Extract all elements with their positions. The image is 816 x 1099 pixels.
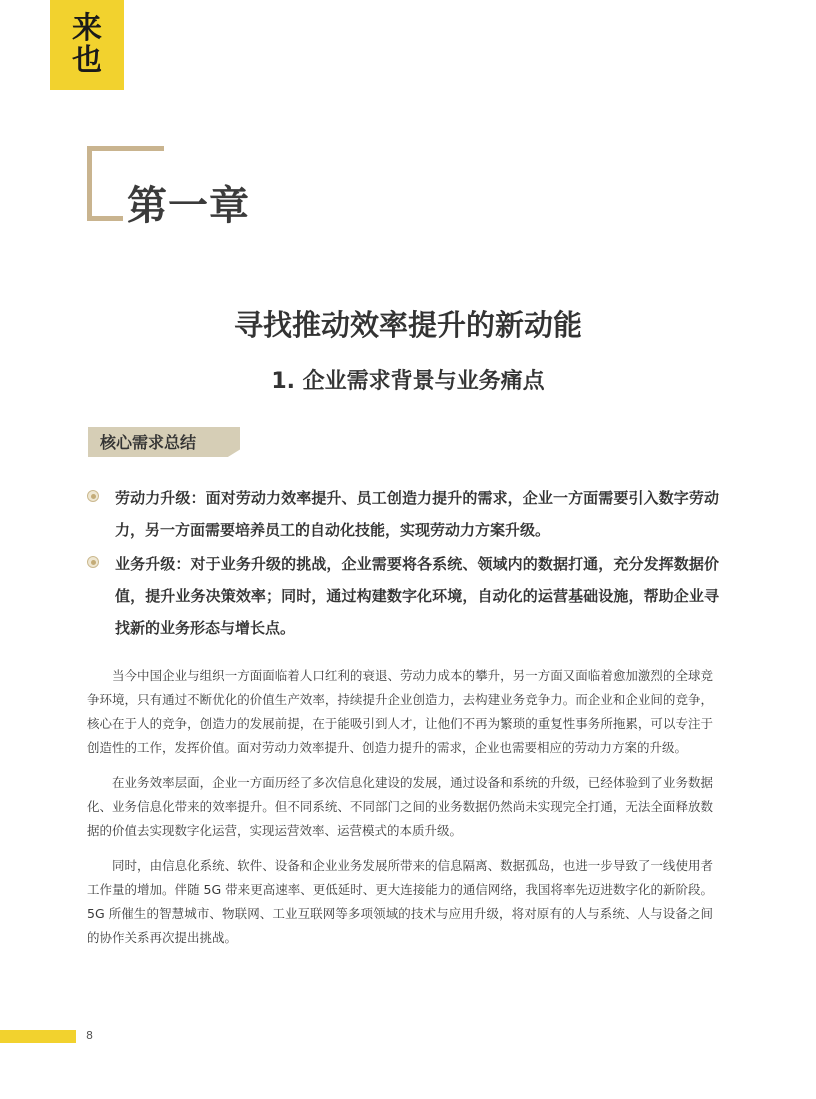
- chapter-title: 第一章: [127, 183, 250, 229]
- summary-item-text: 劳动力升级：面对劳动力效率提升、员工创造力提升的需求，企业一方面需要引入数字劳动力，另一方面需要培养员工的自动化技能，实现劳动力方案升级。: [115, 489, 719, 539]
- bullet-dot-icon: [87, 490, 99, 502]
- brand-logo: [50, 0, 124, 90]
- body-text: [87, 664, 713, 961]
- summary-item: [87, 482, 719, 546]
- summary-item: [87, 548, 719, 644]
- footer-accent-bar: [0, 1030, 76, 1043]
- summary-tag: [88, 427, 240, 457]
- summary-tag-label: 核心需求总结: [100, 433, 197, 452]
- section-main-title: 寻找推动效率提升的新动能: [233, 308, 582, 342]
- logo-char-1: 来: [72, 11, 102, 46]
- body-paragraph: 当今中国企业与组织一方面面临着人口红利的衰退、劳动力成本的攀升，另一方面又面临着愈加激烈的全球竞争环境，只有通过不断优化的价值生产效率，持续提升企业创造力，去构建业务竞争力。而企业和企业间的竞争，核心在于人的竞争，创造力的发展前提，在于能吸引到人才，让他们不再为繁琐的重复性事务所拖累，可以专注于创造性的工作，发挥价值。面对劳动力效率提升、创造力提升的需求，企业也需要相应的劳动力方案的升级。: [87, 668, 713, 755]
- summary-item-text: 业务升级：对于业务升级的挑战，企业需要将各系统、领域内的数据打通，充分发挥数据价值，提升业务决策效率；同时，通过构建数字化环境，自动化的运营基础设施，帮助企业寻找新的业务形态与增长点。: [115, 555, 719, 637]
- section-sub-title: 1. 企业需求背景与业务痛点: [271, 369, 545, 394]
- summary-list: [87, 482, 719, 646]
- body-paragraph: 同时，由信息化系统、软件、设备和企业业务发展所带来的信息隔离、数据孤岛，也进一步导致了一线使用者工作量的增加。伴随 5G 带来更高速率、更低延时、更大连接能力的通信网络，我国将率先迈进数字化的新阶段。5G 所催生的智慧城市、物联网、工业互联网等多项领域的技术与应用升级，将对原有的人与系统、人与设备之间的协作关系再次提出挑战。: [87, 858, 713, 945]
- logo-char-2: 也: [72, 43, 102, 78]
- bullet-dot-icon: [87, 556, 99, 568]
- page-number: 8: [86, 1029, 93, 1042]
- body-paragraph: 在业务效率层面，企业一方面历经了多次信息化建设的发展，通过设备和系统的升级，已经体验到了业务数据化、业务信息化带来的效率提升。但不同系统、不同部门之间的业务数据仍然尚未实现完全打通，无法全面释放数据的价值去实现数字化运营，实现运营效率、运营模式的本质升级。: [87, 775, 713, 838]
